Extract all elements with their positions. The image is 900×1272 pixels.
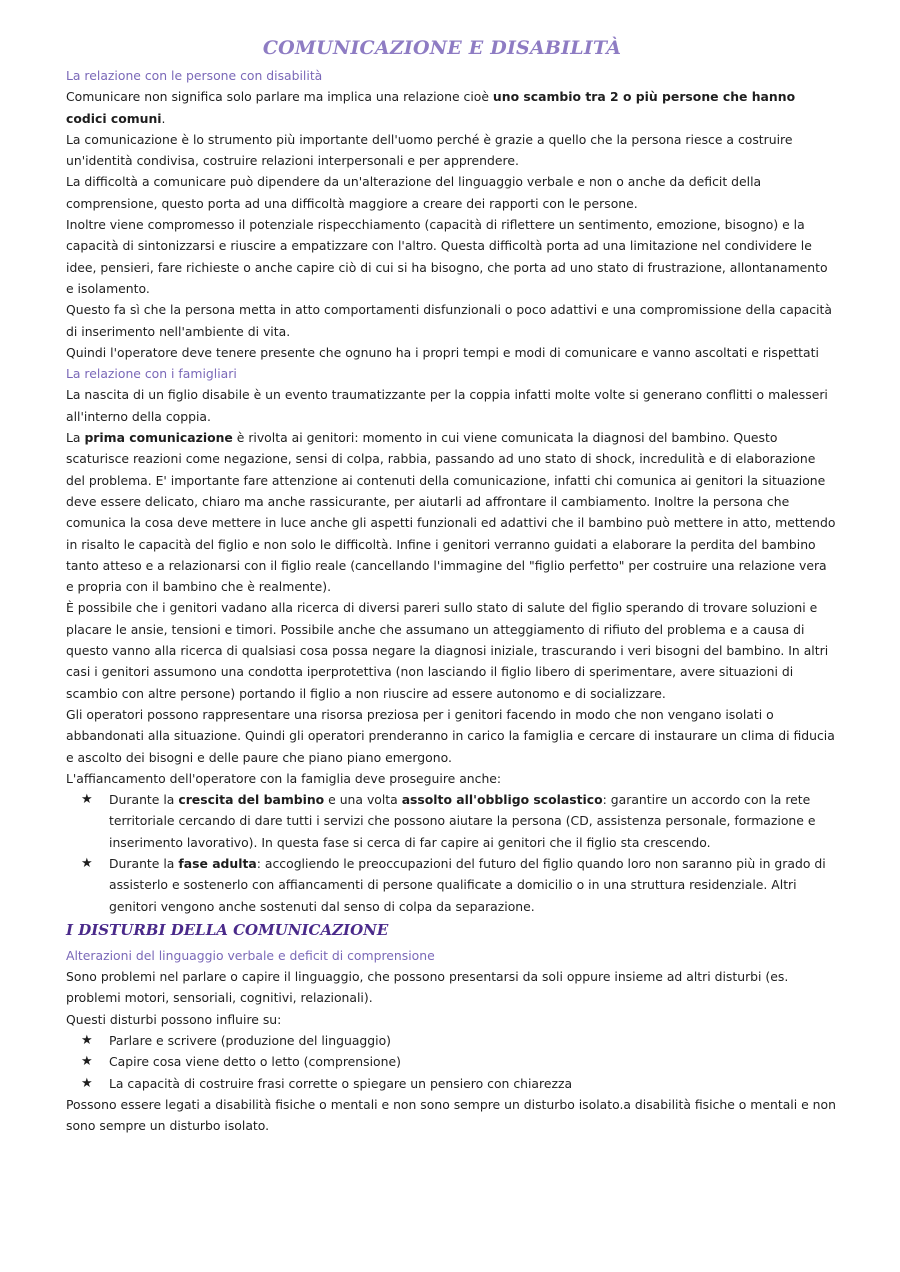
affiancamento-list (66, 789, 838, 917)
star-bullet-icon: ★ (81, 1054, 93, 1070)
list-item: ★ Capire cosa viene detto o letto (comprensione) (66, 1051, 838, 1072)
paragraph: Comunicare non significa solo parlare ma implica una relazione cioè uno scambio tra 2 o più persone che hanno codici comuni. (66, 89, 796, 126)
star-bullet-icon: ★ (81, 855, 93, 871)
list-item: ★ Parlare e scrivere (produzione del linguaggio) (66, 1030, 838, 1051)
subheading-persone: La relazione con le persone con disabilità (66, 68, 323, 83)
paragraph: La difficoltà a comunicare può dipendere da un'alterazione del linguaggio verbale e non o anche da deficit della comprensione, questo porta ad una difficoltà maggiore a creare dei rapporti con le persone. (66, 174, 762, 211)
page-title: COMUNICAZIONE E DISABILITÀ (262, 37, 622, 59)
paragraph: Quindi l'operatore deve tenere presente che ognuno ha i propri tempi e modi di comunicare e vanno ascoltati e rispettati (66, 344, 819, 360)
list-item: ★ Durante la crescita del bambino e una volta assolto all'obbligo scolastico: garantire un accordo con la rete territoriale cercando di dare tutti i servizi che possono aiutare la persona (CD, assistenza personale, formazione e inserimento lavorativo). In questa fase si cerca di far capire ai genitori che il figlio sta crescendo. (66, 789, 838, 853)
section-heading: I DISTURBI DELLA COMUNICAZIONE (66, 920, 389, 939)
star-bullet-icon: ★ (81, 1033, 93, 1049)
star-bullet-icon: ★ (81, 792, 93, 808)
paragraph: Questo fa sì che la persona metta in atto comportamenti disfunzionali o poco adattivi e una compromissione della capacità di inserimento nell'ambiente di vita. (66, 302, 832, 339)
paragraph: Inoltre viene compromesso il potenziale rispecchiamento (capacità di riflettere un sentimento, emozione, bisogno) e la capacità di sintonizzarsi e riuscire a empatizzare con l'altro. Questa difficoltà porta ad una limitazione nel condividere le idee, pensieri, fare richieste o anche capire ciò di cui si ha bisogno, che porta ad uno stato di frustrazione, allontanamento e isolamento. (66, 217, 828, 296)
paragraph: Questi disturbi possono influire su: (66, 1011, 282, 1027)
paragraph: Possono essere legati a disabilità fisiche o mentali e non sono sempre un disturbo isolato.a disabilità fisiche o mentali e non sono sempre un disturbo isolato. (66, 1096, 836, 1134)
paragraph: L'affiancamento dell'operatore con la famiglia deve proseguire anche: (66, 770, 502, 786)
star-bullet-icon: ★ (81, 1075, 93, 1091)
paragraph: La nascita di un figlio disabile è un evento traumatizzante per la coppia infatti molte volte si generano conflitti o malesseri all'interno della coppia. (66, 387, 828, 424)
subheading-famigliari: La relazione con i famigliari (66, 366, 237, 382)
paragraph: La prima comunicazione è rivolta ai genitori: momento in cui viene comunicata la diagnosi del bambino. Questo scaturisce reazioni come negazione, sensi di colpa, rabbia, passando ad uno stato di shock, incredulità e di elaborazione del problema. E' importante fare attenzione ai contenuti della comunicazione, infatti chi comunica ai genitori la situazione deve essere delicato, chiaro ma anche rassicurante, per aiutarli ad affrontare il cambiamento. Inoltre la persona che comunica la cosa deve mettere in luce anche gli aspetti funzionali ed adattivi che il bambino può mettere in atto, mettendo in risalto le capacità del figlio e non solo le difficoltà. Infine i genitori verranno guidati a elaborare la perdita del bambino tanto atteso e a relazionarsi con il figlio reale (cancellando l'immagine del "figlio perfetto" per costruire una relazione vera e propria con il bambino che è realmente). (66, 430, 836, 595)
subheading-alterazioni: Alterazioni del linguaggio verbale e deficit di comprensione (66, 947, 435, 963)
paragraph: Gli operatori possono rappresentare una risorsa preziosa per i genitori facendo in modo che non vengano isolati o abbandonati alla situazione. Quindi gli operatori prenderanno in carico la famiglia e cercare di instaurare un clima di fiducia e ascolto dei bisogni e delle paure che piano piano emergono. (66, 706, 835, 765)
list-item: ★ La capacità di costruire frasi corrette o spiegare un pensiero con chiarezza (66, 1073, 838, 1094)
list-item: ★ Durante la fase adulta: accogliendo le preoccupazioni del futuro del figlio quando loro non saranno più in grado di assisterlo e sostenerlo con affiancamenti di persone qualificate a domicilio o in una struttura residenziale. Altri genitori vengono anche sostenuti dal senso di colpa da separazione. (66, 853, 838, 917)
disturbi-list (66, 1030, 838, 1094)
paragraph: È possibile che i genitori vadano alla ricerca di diversi pareri sullo stato di salute del figlio sperando di trovare soluzioni e placare le ansie, tensioni e timori. Possibile anche che assumano un atteggiamento di rifiuto del problema e a causa di questo vanno alla ricerca di qualsiasi cosa possa negare la diagnosi iniziale, trascurando i veri bisogni del bambino. In altri casi i genitori assumono una condotta iperprotettiva (non lasciando il figlio libero di sperimentare, avere situazioni di scambio con altre persone) portando il figlio a non riuscire ad essere autonomo e di socializzare. (66, 600, 829, 701)
document-page (66, 0, 838, 1137)
paragraph: La comunicazione è lo strumento più importante dell'uomo perché è grazie a quello che la persona riesce a costruire un'identità condivisa, costruire relazioni interpersonali e per apprendere. (66, 131, 793, 169)
paragraph: Sono problemi nel parlare o capire il linguaggio, che possono presentarsi da soli oppure insieme ad altri disturbi (es. problemi motori, sensoriali, cognitivi, relazionali). (66, 969, 789, 1006)
